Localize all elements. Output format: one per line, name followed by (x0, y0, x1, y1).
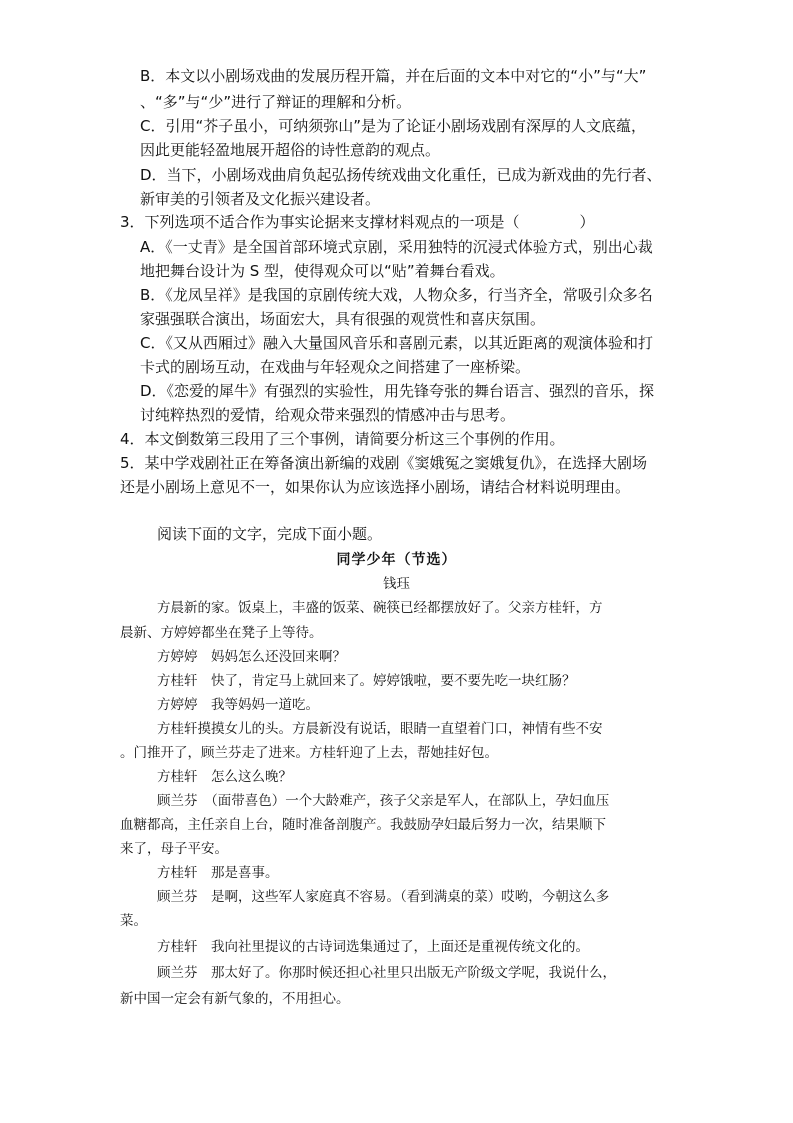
passage-title: 同学少年（节选） (336, 552, 457, 568)
passage-line: 来了，母子平安。 (120, 841, 228, 857)
question-3-option-b-line-1: B．《龙凤呈祥》是我国的京剧传统大戏，人物众多，行当齐全，常吸引众多名 (140, 286, 653, 304)
passage-line: 方桂轩 那是喜事。 (157, 865, 279, 881)
question-5-line-1: 5．某中学戏剧社正在筹备演出新编的戏剧《窦娥冤之窦娥复仇》，在选择大剧场 (120, 454, 648, 472)
passage-author: 钱珏 (383, 576, 410, 592)
question-3-option-d-line-2: 讨纯粹热烈的爱情，给观众带来强烈的情感冲击与思考。 (140, 406, 516, 424)
passage-line: 顾兰芬 （面带喜色）一个大龄难产，孩子父亲是军人，在部队上，孕妇血压 (157, 793, 610, 809)
passage-line: 晨新、方婷婷都坐在凳子上等待。 (120, 625, 323, 641)
passage-line: 方桂轩 我向社里提议的古诗词选集通过了，上面还是重视传统文化的。 (157, 939, 589, 955)
question-3-option-a-line-1: A．《一丈青》是全国首部环境式京剧，采用独特的沉浸式体验方式，别出心裁 (140, 238, 653, 256)
passage-line: 。门推开了，顾兰芬走了进来。方桂轩迎了上去，帮她挂好包。 (120, 745, 498, 761)
passage-line: 方晨新的家。饭桌上，丰盛的饭菜、碗筷已经都摆放好了。父亲方桂轩，方 (157, 600, 603, 616)
option-d-line-2: 新审美的引领者及文化振兴建设者。 (140, 190, 381, 208)
passage-line: 血糖都高，主任亲自上台，随时准备剖腹产。我鼓励孕妇最后努力一次，结果顺下 (120, 817, 606, 833)
passage-line: 方桂轩 快了，肯定马上就回来了。婷婷饿啦，要不要先吃一块红肠？ (157, 673, 576, 689)
question-3-option-a-line-2: 地把舞台设计为 S 型，使得观众可以“贴”着舞台看戏。 (140, 262, 505, 280)
question-4: 4．本文倒数第三段用了三个事例，请简要分析这三个事例的作用。 (120, 430, 565, 448)
question-5-line-2: 还是小剧场上意见不一，如果你认为应该选择小剧场，请结合材料说明理由。 (120, 478, 631, 496)
passage-line: 菜。 (120, 913, 147, 929)
passage-line: 顾兰芬 那太好了。你那时候还担心社里只出版无产阶级文学呢，我说什么， (157, 965, 616, 981)
passage-line: 方桂轩 怎么这么晚？ (157, 769, 292, 785)
passage-line: 顾兰芬 是啊，这些军人家庭真不容易。（看到满桌的菜）哎哟，今朝这么多 (157, 889, 610, 905)
question-3-option-d-line-1: D．《恋爱的犀牛》有强烈的实验性，用先锋夸张的舞台语言、强烈的音乐，探 (140, 382, 655, 400)
option-d-line-1: D．当下，小剧场戏曲肩负起弘扬传统戏曲文化重任，已成为新戏曲的先行者、 (140, 166, 662, 184)
passage-line: 新中国一定会有新气象的，不用担心。 (120, 991, 350, 1007)
option-c-line-2: 因此更能轻盈地展开超俗的诗性意韵的观点。 (140, 141, 441, 159)
question-3-option-c-line-1: C．《又从西厢过》融入大量国风音乐和喜剧元素，以其近距离的观演体验和打 (140, 334, 653, 352)
option-b-line-2: 、“多”与“少”进行了辩证的理解和分析。 (140, 93, 412, 111)
question-3-option-b-line-2: 家强强联合演出，场面宏大，具有很强的观赏性和喜庆氛围。 (140, 310, 546, 328)
question-3-stem: 3．下列选项不适合作为事实论据来支撑材料观点的一项是（ ） (120, 213, 595, 231)
passage-line: 方桂轩摸摸女儿的头。方晨新没有说话，眼睛一直望着门口，神情有些不安 (157, 721, 603, 737)
question-3-option-c-line-2: 卡式的剧场互动，在戏曲与年轻观众之间搭建了一座桥梁。 (140, 358, 531, 376)
reading-instruction: 阅读下面的文字，完成下面小题。 (157, 525, 383, 543)
option-c-line-1: C．引用“芥子虽小，可纳须弥山”是为了论证小剧场戏剧有深厚的人文底蕴， (140, 117, 647, 135)
option-b-line-1: B．本文以小剧场戏曲的发展历程开篇，并在后面的文本中对它的“小”与“大” (140, 67, 647, 85)
passage-line: 方婷婷 妈妈怎么还没回来啊？ (157, 649, 346, 665)
passage-line: 方婷婷 我等妈妈一道吃。 (157, 697, 319, 713)
